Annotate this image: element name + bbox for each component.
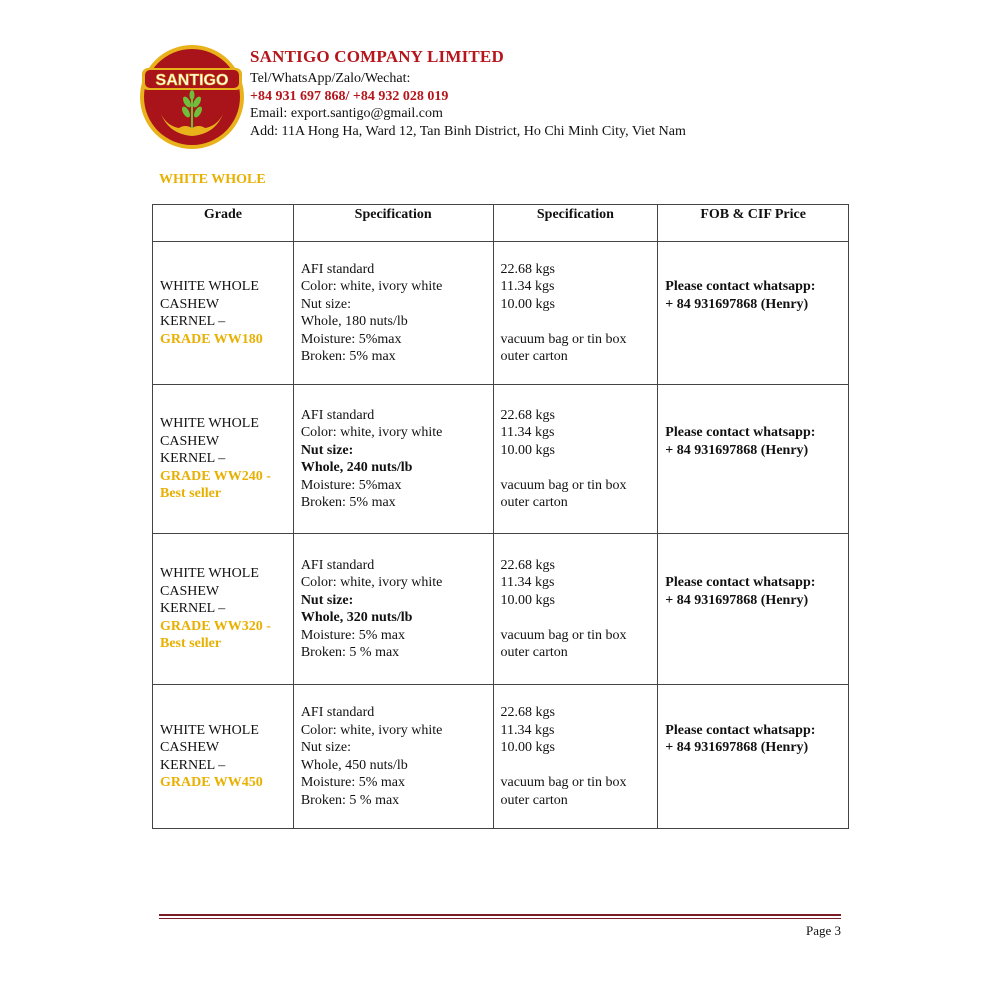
price-cell	[658, 242, 849, 385]
spec-line: Nut size:	[300, 740, 351, 755]
grade-line: WHITE WHOLE	[160, 722, 259, 738]
packing-line: outer carton	[500, 645, 568, 660]
header-specification: Specification	[293, 205, 493, 242]
whatsapp-contact: + 84 931697868 (Henry)	[665, 592, 809, 608]
spec-cell	[293, 534, 493, 685]
price-line: Please contact whatsapp:	[665, 279, 816, 294]
grade-line: WHITE WHOLE	[160, 566, 259, 582]
grade-code: GRADE WW320 -	[160, 618, 271, 634]
spec-line: Whole, 320 nuts/lb	[300, 610, 413, 625]
spec-line: Color: white, ivory white	[300, 575, 443, 590]
header-price: FOB & CIF Price	[658, 205, 849, 242]
spec-line: AFI standard	[300, 407, 375, 423]
packing-line: 10.00 kgs	[500, 296, 555, 312]
spec-line: Nut size:	[300, 442, 354, 458]
grade-cell	[153, 242, 294, 385]
table-row	[153, 385, 849, 534]
spec-line: Broken: 5 % max	[300, 645, 400, 660]
packing-line: vacuum bag or tin box	[500, 331, 627, 347]
grade-code: GRADE WW240 -	[160, 468, 271, 484]
spec-line: Moisture: 5%max	[300, 477, 402, 493]
packing-cell	[493, 534, 658, 685]
spec-line: Moisture: 5% max	[300, 627, 406, 643]
packing-line: 22.68 kgs	[500, 705, 555, 720]
product-table	[152, 204, 849, 829]
grade-line: WHITE WHOLE	[160, 279, 259, 294]
page-number: Page 3	[805, 923, 841, 938]
packing-cell	[493, 242, 658, 385]
spec-line: Whole, 240 nuts/lb	[300, 460, 413, 475]
grade-line: KERNEL –	[160, 601, 226, 617]
price-line: Please contact whatsapp:	[665, 722, 816, 738]
packing-cell	[493, 685, 658, 829]
spec-line: AFI standard	[300, 261, 375, 277]
spec-line: Broken: 5 % max	[300, 792, 400, 808]
spec-line: Broken: 5% max	[300, 495, 396, 510]
grade-line: KERNEL –	[160, 757, 226, 773]
packing-line: outer carton	[500, 349, 568, 364]
packing-line: 10.00 kgs	[500, 740, 555, 755]
table-row	[153, 534, 849, 685]
spec-cell	[293, 242, 493, 385]
spec-line: Color: white, ivory white	[300, 722, 443, 738]
grade-cell	[153, 385, 294, 534]
price-cell	[658, 534, 849, 685]
address-line: Add: 11A Hong Ha, Ward 12, Tan Binh District, Ho Chi Minh City, Viet Nam	[250, 123, 686, 139]
footer-divider	[159, 914, 841, 916]
grade-line: CASHEW	[160, 296, 220, 312]
packing-line: vacuum bag or tin box	[500, 477, 627, 493]
header-specification-packing: Specification	[493, 205, 658, 242]
packing-line: vacuum bag or tin box	[500, 775, 627, 790]
packing-line: 22.68 kgs	[500, 557, 555, 573]
spec-line: AFI standard	[300, 705, 375, 720]
spec-line: Moisture: 5%max	[300, 331, 402, 347]
packing-line: 11.34 kgs	[500, 575, 555, 590]
grade-cell	[153, 685, 294, 829]
packing-line: 11.34 kgs	[500, 279, 555, 294]
grade-line: CASHEW	[160, 583, 220, 599]
section-title: WHITE WHOLE	[159, 172, 266, 187]
spec-line: Nut size:	[300, 592, 354, 608]
price-line: Please contact whatsapp:	[665, 425, 816, 440]
packing-line: 11.34 kgs	[500, 722, 555, 738]
packing-line: 10.00 kgs	[500, 442, 555, 458]
footer-divider-thin	[159, 918, 841, 919]
grade-cell	[153, 534, 294, 685]
email-line: Email: export.santigo@gmail.com	[250, 106, 443, 121]
spec-line: Moisture: 5% max	[300, 775, 406, 790]
spec-cell	[293, 385, 493, 534]
table-row	[153, 242, 849, 385]
spec-line: Whole, 450 nuts/lb	[300, 757, 408, 773]
grade-line: CASHEW	[160, 433, 220, 449]
spec-line: Color: white, ivory white	[300, 425, 443, 440]
table-row	[153, 685, 849, 829]
packing-line: 22.68 kgs	[500, 261, 555, 277]
company-name: SANTIGO COMPANY LIMITED	[250, 47, 504, 66]
packing-line: 22.68 kgs	[500, 407, 555, 423]
spec-cell	[293, 685, 493, 829]
phone-numbers: +84 931 697 868/ +84 932 028 019	[250, 88, 449, 104]
packing-line: 11.34 kgs	[500, 425, 555, 440]
table-header-row	[153, 205, 849, 242]
price-cell	[658, 685, 849, 829]
tel-label: Tel/WhatsApp/Zalo/Wechat:	[250, 71, 411, 86]
spec-line: Whole, 180 nuts/lb	[300, 314, 408, 329]
packing-line: vacuum bag or tin box	[500, 627, 627, 643]
spec-line: AFI standard	[300, 557, 375, 573]
spec-line: Nut size:	[300, 296, 351, 312]
grade-line: KERNEL –	[160, 451, 226, 467]
header-grade: Grade	[153, 205, 294, 242]
price-line: Please contact whatsapp:	[665, 575, 816, 590]
whatsapp-contact: + 84 931697868 (Henry)	[665, 296, 809, 312]
whatsapp-contact: + 84 931697868 (Henry)	[665, 442, 809, 458]
spec-line: Broken: 5% max	[300, 349, 396, 364]
packing-line: 10.00 kgs	[500, 592, 555, 608]
price-cell	[658, 385, 849, 534]
contact-block	[250, 70, 686, 140]
packing-line: outer carton	[500, 792, 568, 808]
grade-line: WHITE WHOLE	[160, 416, 259, 432]
grade-line: KERNEL –	[160, 314, 226, 329]
packing-line: outer carton	[500, 495, 568, 510]
grade-line: CASHEW	[160, 740, 220, 755]
svg-text:SANTIGO: SANTIGO	[155, 72, 229, 89]
whatsapp-contact: + 84 931697868 (Henry)	[665, 740, 809, 755]
packing-cell	[493, 385, 658, 534]
grade-code: GRADE WW450	[160, 775, 263, 790]
best-seller-label: Best seller	[160, 636, 222, 652]
grade-code: GRADE WW180	[160, 331, 263, 347]
spec-line: Color: white, ivory white	[300, 279, 443, 294]
santigo-logo	[139, 44, 245, 150]
best-seller-label: Best seller	[160, 486, 222, 502]
